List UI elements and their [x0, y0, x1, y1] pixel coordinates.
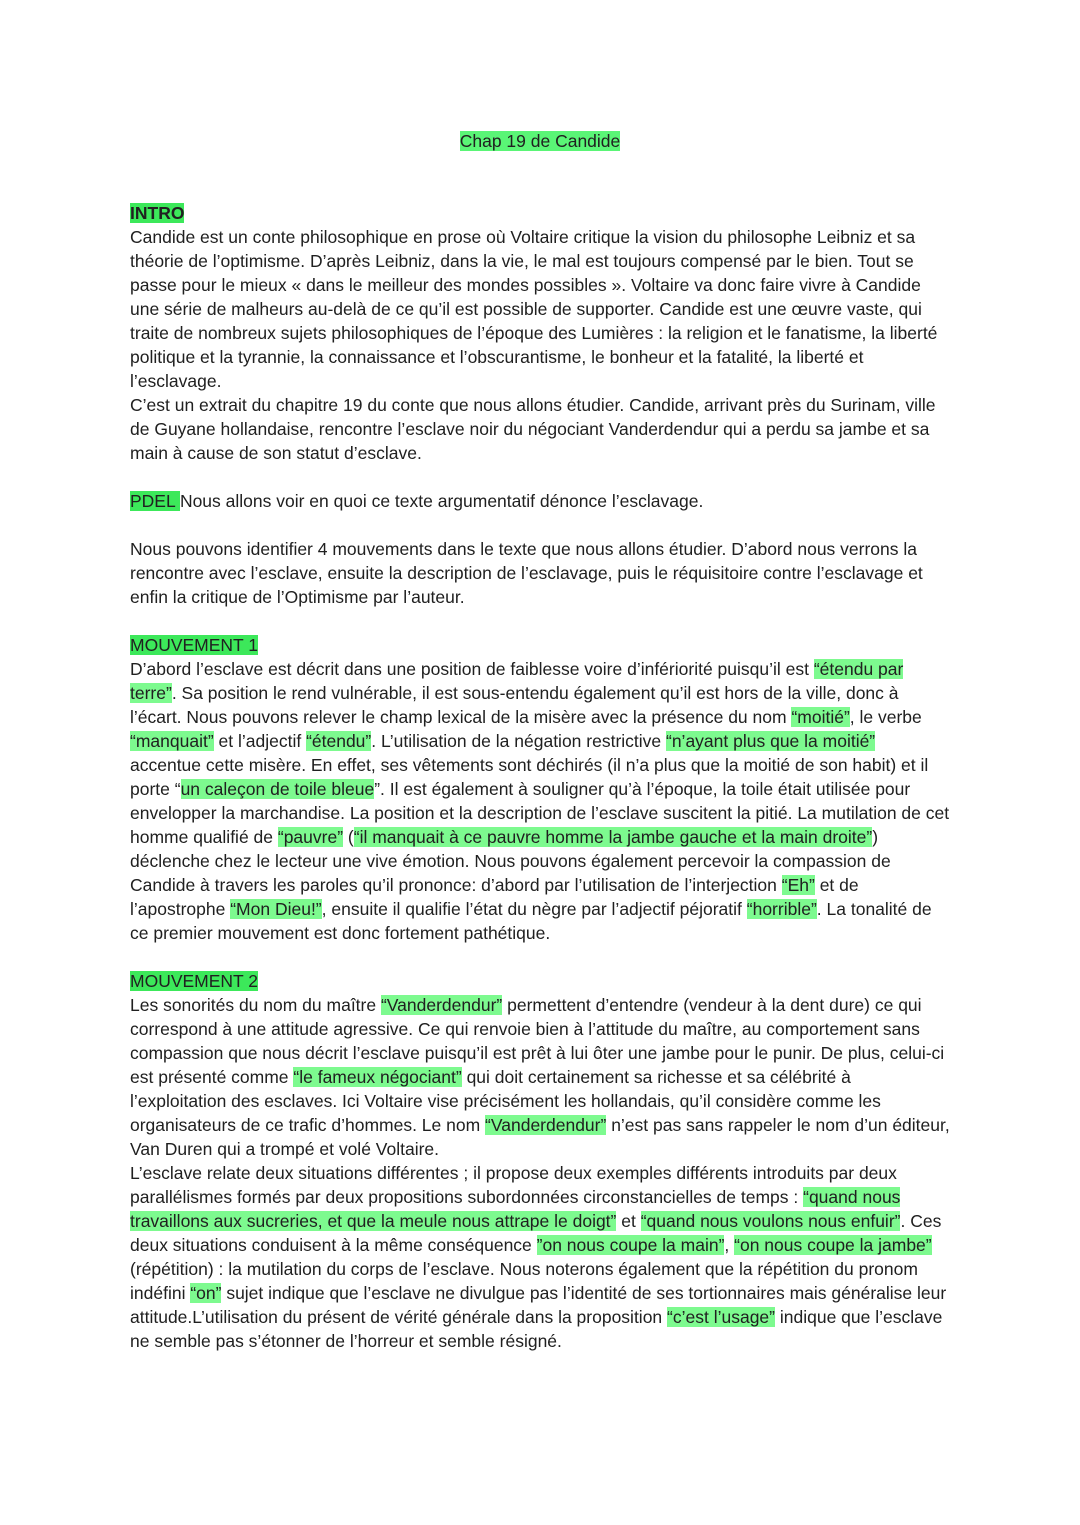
plan-paragraph: Nous pouvons identifier 4 mouvements dans le texte que nous allons étudier. D’abord nous verrons la rencontre avec l’esclave, ensuite la description de l’esclavage, puis le réquisitoire contre l’esclavage et enfin la critique de l’Optimisme par l’auteur.	[130, 539, 923, 607]
m1-text: . La tonalité de ce premier mouvement est donc fortement pathétique.	[130, 899, 932, 943]
m1-text: D’abord l’esclave est décrit dans une position de faiblesse voire d’infériorité puisqu’il est	[130, 659, 814, 679]
m2-quote: “on nous coupe la jambe”	[734, 1235, 932, 1255]
m2-text: . Ces deux situations conduisent à la même conséquence	[130, 1211, 942, 1255]
m2-text: qui doit certainement sa richesse et sa célébrité à l’exploitation des esclaves. Ici Voltaire vise précisément les hollandais, qu’il considère comme les organisateurs de ce trafic d’hommes. Le nom	[130, 1067, 881, 1135]
m2-quote: “Vanderdendur”	[485, 1115, 607, 1135]
m2-heading-line	[130, 969, 950, 993]
spacer	[130, 513, 950, 537]
m1-text: et de l’apostrophe	[130, 875, 859, 919]
document-title: Chap 19 de Candide	[459, 131, 621, 151]
m1-quote: “pauvre”	[277, 827, 344, 847]
m2-text: indique que l’esclave ne semble pas s’étonner de l’horreur et semble résigné.	[130, 1307, 943, 1351]
m2-text: sujet indique que l’esclave ne divulgue pas l’identité de ses tortionnaires mais généralise leur attitude.L’utilisation du présent de vérité générale dans la proposition	[130, 1283, 947, 1327]
spacer	[130, 945, 950, 969]
m1-quote: “Mon Dieu!”	[230, 899, 322, 919]
document-title-line	[0, 129, 1080, 153]
m1-text: (	[343, 827, 354, 847]
intro-heading-line	[130, 201, 950, 225]
spacer	[130, 465, 950, 489]
m2-text: (répétition) : la mutilation du corps de l’esclave. Nous noterons également que la répétition du pronom indéfini	[130, 1259, 918, 1303]
m1-text: . Sa position le rend vulnérable, il est sous-entendu également qu’il est hors de la ville, donc à l’écart. Nous pouvons relever le champ lexical de la misère avec la présence du nom	[130, 683, 899, 727]
m2-text: et	[616, 1211, 641, 1231]
m2-text: L’esclave relate deux situations différentes ; il propose deux exemples différents introduits par deux parallélismes formés par deux propositions subordonnées circonstancielles de temps :	[130, 1163, 897, 1207]
intro-paragraph-2: C’est un extrait du chapitre 19 du conte que nous allons étudier. Candide, arrivant près du Surinam, ville de Guyane hollandaise, rencontre l’esclave noir du négociant Vanderdendur qui a perdu sa jambe et sa main à cause de son statut d’esclave.	[130, 395, 936, 463]
m2-heading: MOUVEMENT 2	[130, 971, 259, 991]
m1-text: , ensuite il qualifie l’état du nègre par l’adjectif péjoratif	[321, 899, 747, 919]
m1-text: ) déclenche chez le lecteur une vive émotion. Nous pouvons également percevoir la compassion de Candide à travers les paroles qu’il prononce: d’abord par l’utilisation de l’interjection	[130, 827, 891, 895]
m2-quote: “quand nous voulons nous enfuir”	[640, 1211, 901, 1231]
m2-quote: ”on nous coupe la main”	[536, 1235, 725, 1255]
spacer	[130, 609, 950, 633]
m1-text: , le verbe	[849, 707, 922, 727]
m2-paragraph-2	[130, 1161, 950, 1353]
m2-quote: “c’est l’usage”	[667, 1307, 775, 1327]
m1-quote: “n’ayant plus que la moitié”	[666, 731, 876, 751]
m1-quote: “manquait”	[130, 731, 214, 751]
m2-text: ,	[724, 1235, 735, 1255]
m2-quote: “on”	[190, 1283, 222, 1303]
m1-quote: “il manquait à ce pauvre homme la jambe gauche et la main droite”	[353, 827, 873, 847]
pdel-paragraph	[130, 489, 950, 513]
m2-text: n’est pas sans rappeler le nom d’un éditeur, Van Duren qui a trompé et volé Voltaire.	[130, 1115, 950, 1159]
pdel-label: PDEL	[130, 491, 180, 511]
m2-paragraph-1	[130, 993, 950, 1161]
m1-heading-line	[130, 633, 950, 657]
m1-quote: “moitié”	[791, 707, 850, 727]
m1-quote: “Eh”	[781, 875, 815, 895]
m1-paragraph	[130, 657, 950, 945]
intro-paragraph-1: Candide est un conte philosophique en prose où Voltaire critique la vision du philosophe Leibniz et sa théorie de l’optimisme. D’après Leibniz, dans la vie, le mal est toujours compensé par le bien. Tout se passe pour le mieux « dans le meilleur des mondes possibles ». Voltaire va donc faire vivre à Candide une série de malheurs au-delà de ce qu’il est possible de supporter. Candide est une œuvre vaste, qui traite de nombreux sujets philosophiques de l’époque des Lumières : la religion et le fanatisme, la liberté politique et la tyrannie, la connaissance et l’obscurantisme, le bonheur et la fatalité, la liberté et l’esclavage.	[130, 227, 938, 391]
m2-quote: “quand nous travaillons aux sucreries, et que la meule nous attrape le doigt”	[130, 1187, 901, 1231]
m2-quote: “Vanderdendur”	[380, 995, 503, 1015]
m1-quote: un caleçon de toile bleue	[180, 779, 375, 799]
m1-heading: MOUVEMENT 1	[130, 635, 259, 655]
m1-text: ”. Il est également à souligner qu’à l’époque, la toile était utilisée pour envelopper la marchandise. La position et la description de l’esclave suscitent la pitié. La mutilation de cet homme qualifié de	[130, 779, 950, 847]
m2-text: permettent d’entendre (vendeur à la dent dure) ce qui correspond à une attitude agressive. Ce qui renvoie bien à l’attitude du maître, au comportement sans compassion que nous décrit l’esclave puisqu’il est prêt à lui ôter une jambe pour le punir. De plus, celui-ci est présenté comme	[130, 995, 945, 1087]
m1-quote: “horrible”	[746, 899, 817, 919]
m1-text: accentue cette misère. En effet, ses vêtements sont déchirés (il n’a plus que la moitié de son habit) et il porte “	[130, 755, 929, 799]
m1-text: . L’utilisation de la négation restrictive	[371, 731, 666, 751]
pdel-text: Nous allons voir en quoi ce texte argumentatif dénonce l’esclavage.	[179, 491, 704, 511]
document-body	[130, 201, 950, 1353]
m1-text: et l’adjectif	[213, 731, 307, 751]
intro-heading: INTRO	[130, 203, 185, 223]
m2-text: Les sonorités du nom du maître	[130, 995, 381, 1015]
m1-quote: “étendu par terre”	[130, 659, 904, 703]
m1-quote: “étendu”	[306, 731, 372, 751]
m2-quote: “le fameux négociant”	[293, 1067, 462, 1087]
